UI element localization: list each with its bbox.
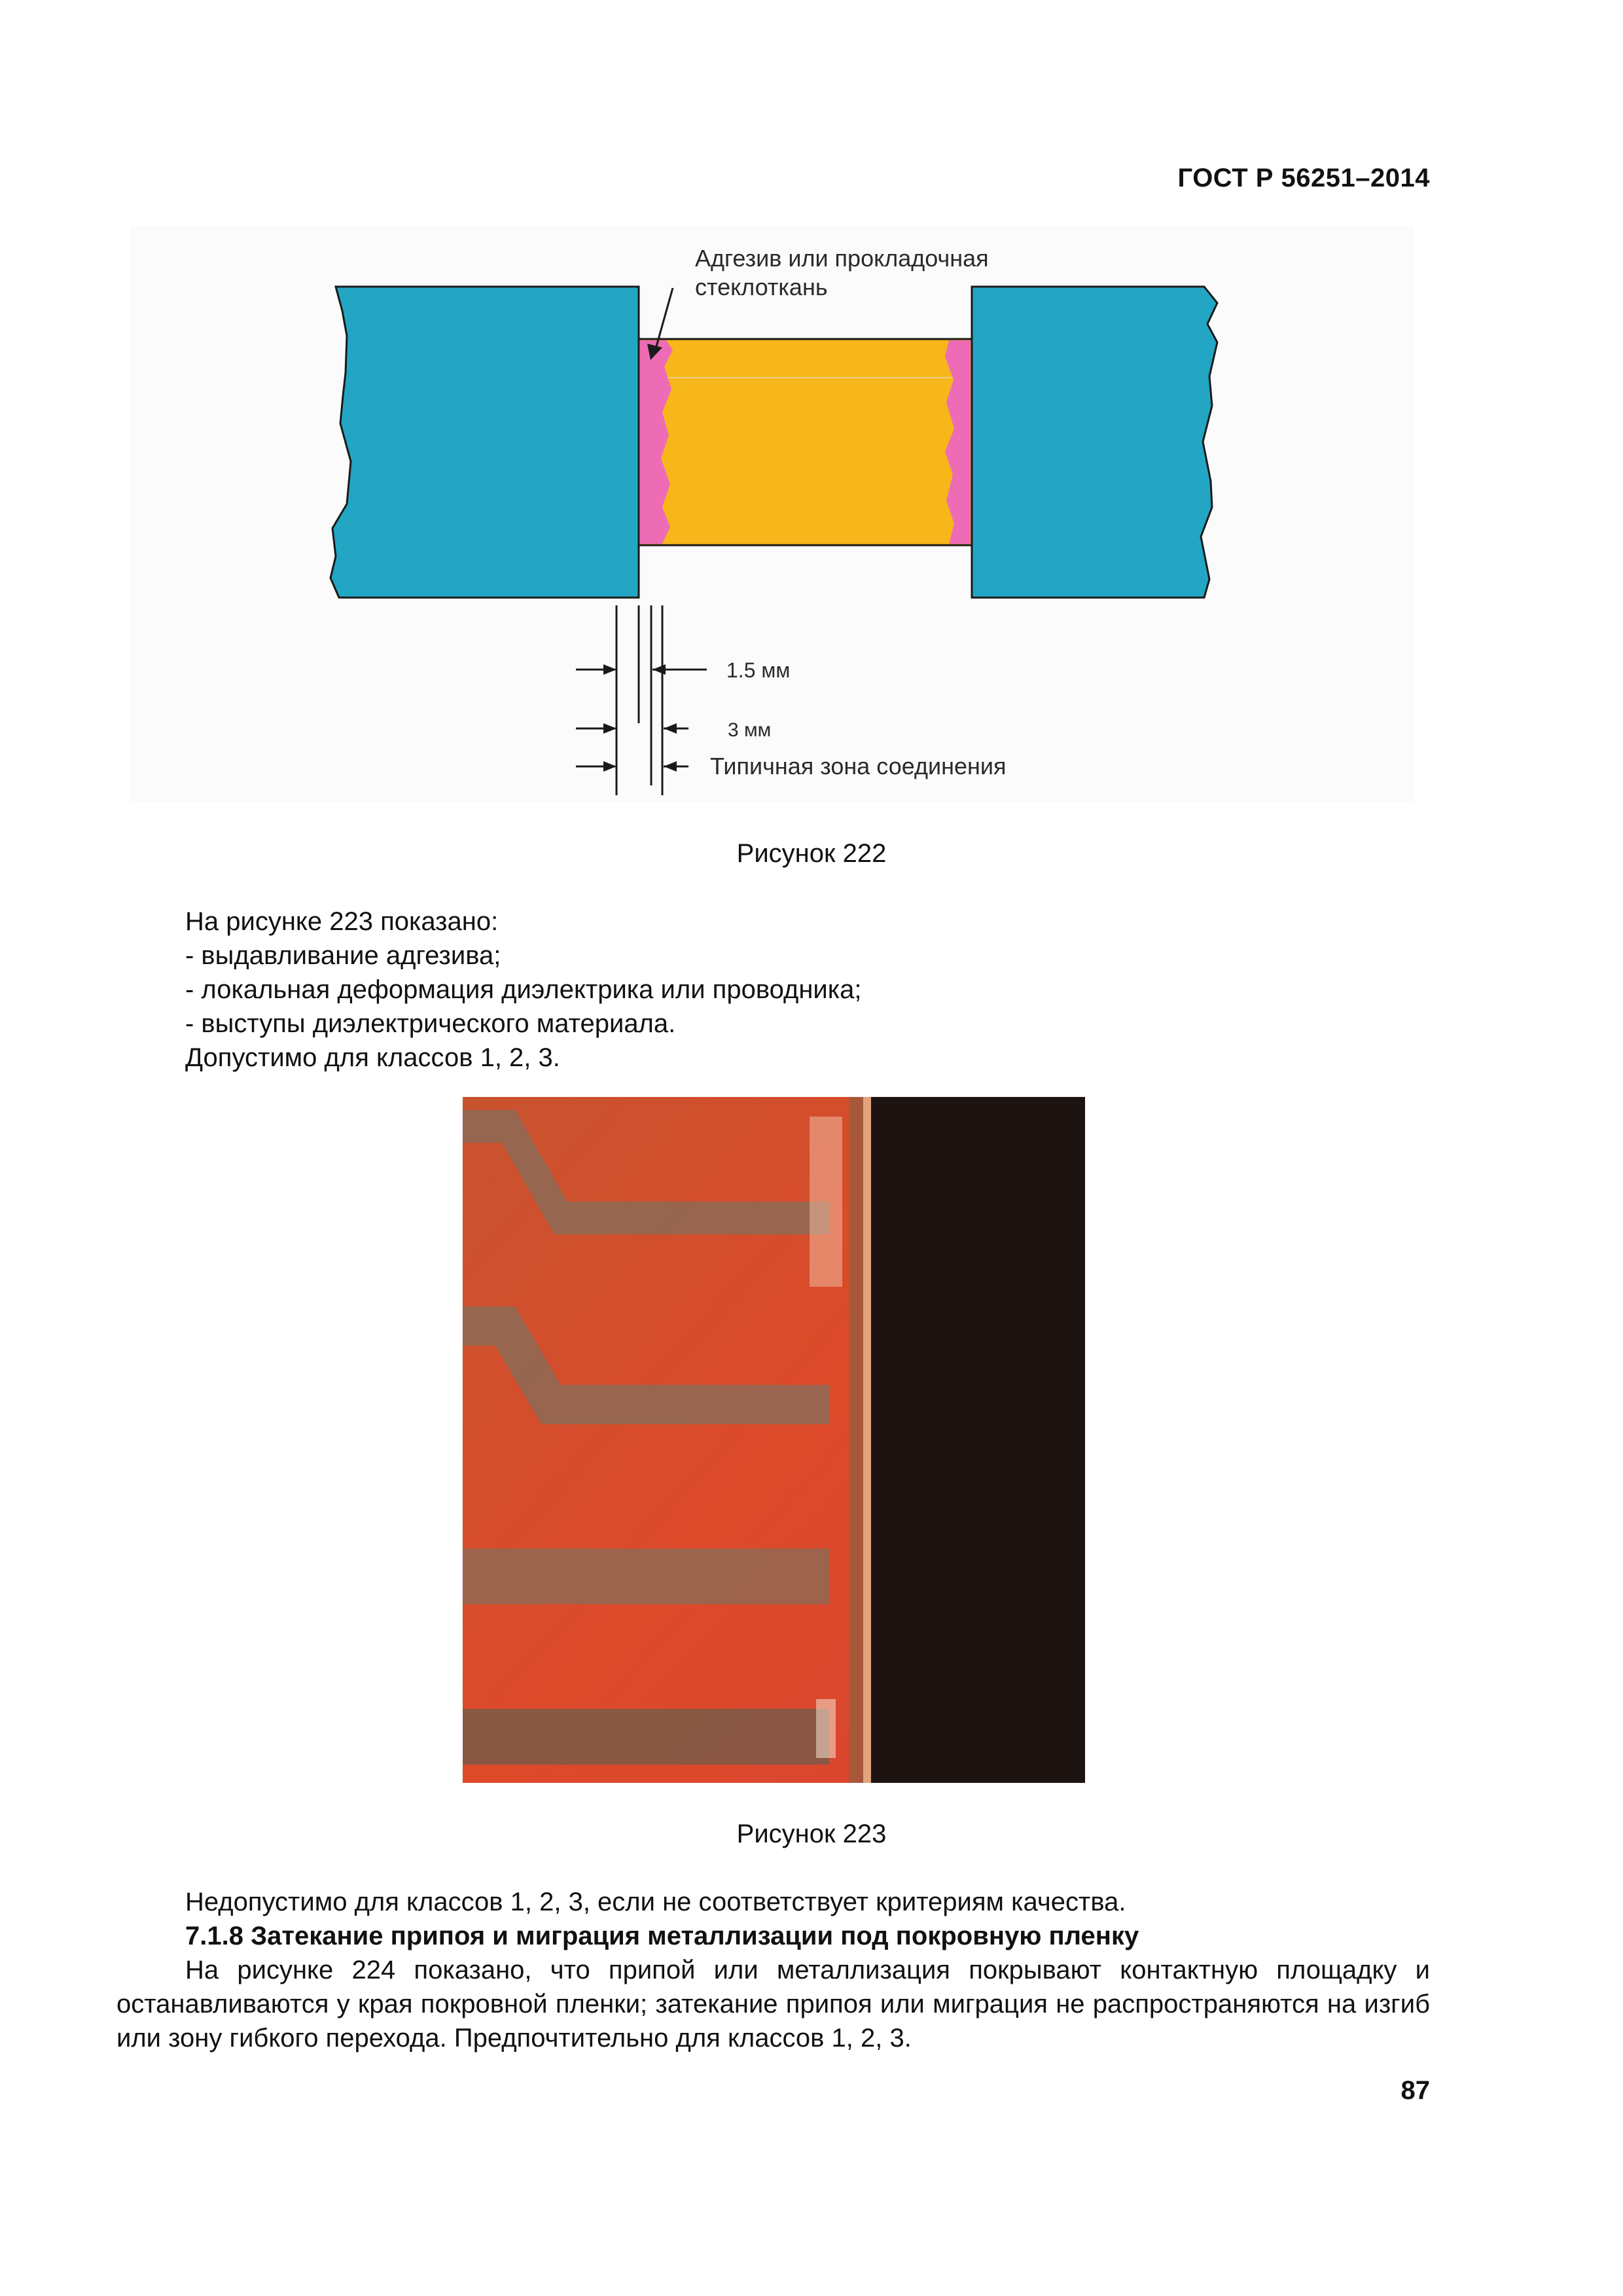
not-allowed-text: Недопустимо для классов 1, 2, 3, если не соответствует критериям качества. [185, 1888, 1126, 1916]
right-conductor-block [972, 287, 1217, 598]
filling-zone [639, 339, 972, 545]
dimension-label-joint-zone: Типичная зона соединения [710, 753, 1007, 780]
figure-223-caption: Рисунок 223 [736, 1820, 887, 1848]
adhesive-label-line2: стеклоткань [695, 274, 828, 300]
photo-trace-4 [463, 1709, 829, 1765]
intro-item-1: - выдавливание адгезива; [185, 941, 501, 970]
section-paragraph-block [116, 1953, 1430, 2055]
dimension-label-1-5mm: 1.5 мм [726, 658, 791, 682]
figure-222-diagram [131, 226, 1414, 802]
intro-allowed: Допустимо для классов 1, 2, 3. [185, 1043, 560, 1072]
section-paragraph: На рисунке 224 показано, что припой или металлизация покрывают контактную площадку и останавливаются у края покровной пленки; затекание припоя или миграция не распространяются на изгиб или зону гибкого перехода. Предпочтительно для классов 1, 2, 3. [116, 1956, 1430, 2053]
adhesive-label-line1: Адгезив или прокладочная [695, 245, 989, 272]
photo-dark-edge [871, 1097, 1085, 1783]
figure-223-photo [463, 1097, 1085, 1783]
intro-item-3: - выступы диэлектрического материала. [185, 1009, 676, 1038]
intro-lead: На рисунке 223 показано: [185, 907, 499, 936]
intro-item-2: - локальная деформация диэлектрика или проводника; [185, 975, 862, 1004]
figure-222-caption: Рисунок 222 [736, 839, 887, 868]
page-number: 87 [1400, 2076, 1430, 2105]
intro-block [185, 905, 862, 1075]
dimension-label-3mm: 3 мм [728, 719, 772, 741]
document-standard-header: ГОСТ Р 56251–2014 [1177, 164, 1430, 192]
section-title: 7.1.8 Затекание припоя и миграция металлизации под покровную пленку [185, 1922, 1139, 1950]
left-conductor-block [330, 287, 639, 598]
photo-trace-3 [463, 1549, 829, 1604]
